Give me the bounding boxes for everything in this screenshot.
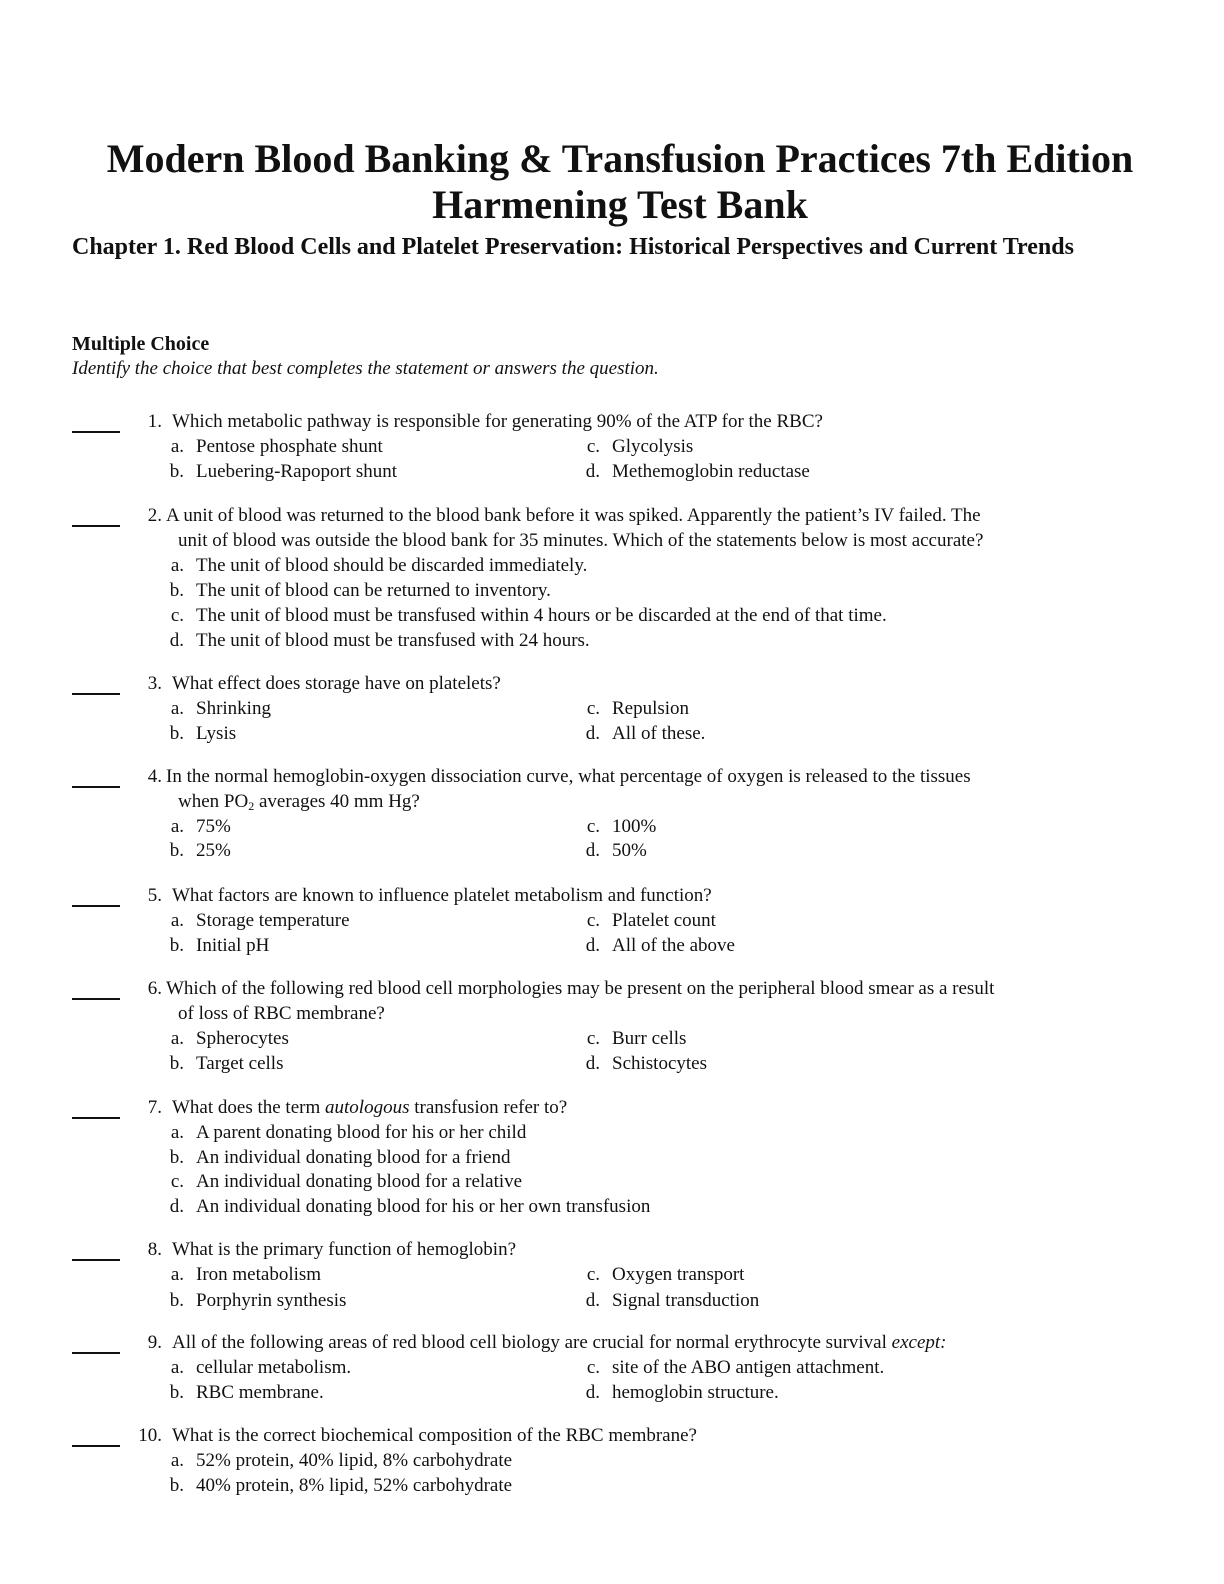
option-a: a. Iron metabolism — [170, 1264, 322, 1285]
option-d: d. All of these. — [585, 723, 706, 744]
question-text: What is the correct biochemical composition of the RBC membrane? — [172, 1425, 697, 1446]
option-b: b. Lysis — [169, 723, 237, 744]
option-d: d. Schistocytes — [585, 1053, 707, 1074]
section-heading: Multiple Choice — [72, 333, 210, 355]
option-b: b. 40% protein, 8% lipid, 52% carbohydrate — [169, 1475, 513, 1496]
option-c: c. Burr cells — [586, 1028, 687, 1049]
option-c: c. An individual donating blood for a relative — [170, 1171, 523, 1192]
question-text: What effect does storage have on platelets? — [172, 673, 501, 694]
question-number: 2. — [147, 505, 162, 526]
option-a: a. Spherocytes — [170, 1028, 289, 1049]
question-number: 10. — [138, 1425, 162, 1446]
option-b: b. Luebering-Rapoport shunt — [169, 461, 398, 482]
option-d: d. All of the above — [585, 935, 735, 956]
option-a: a. A parent donating blood for his or her child — [170, 1122, 527, 1143]
option-d: d. Methemoglobin reductase — [585, 461, 810, 482]
option-c: c. Oxygen transport — [586, 1264, 745, 1285]
option-b: b. RBC membrane. — [169, 1382, 324, 1403]
question-text-line-1: Which of the following red blood cell morphologies may be present on the peripheral blood smear as a result — [166, 978, 995, 999]
option-d: d. hemoglobin structure. — [585, 1382, 779, 1403]
answer-blank — [72, 431, 120, 433]
option-a: a. Shrinking — [170, 698, 271, 719]
answer-blank — [72, 1352, 120, 1354]
option-d: d. An individual donating blood for his or her own transfusion — [169, 1196, 651, 1217]
option-a: a. Pentose phosphate shunt — [170, 436, 383, 457]
answer-blank — [72, 1117, 120, 1119]
option-c: c. The unit of blood must be transfused within 4 hours or be discarded at the end of that time. — [170, 605, 887, 626]
question-text: What does the term autologous transfusion refer to? — [172, 1097, 568, 1118]
option-b: b. Initial pH — [169, 935, 270, 956]
option-d: d. Signal transduction — [585, 1290, 760, 1311]
answer-blank — [72, 1259, 120, 1261]
option-b: b. Target cells — [169, 1053, 284, 1074]
answer-blank — [72, 786, 120, 788]
answer-blank — [72, 693, 120, 695]
question-text-line-1: A unit of blood was returned to the blood bank before it was spiked. Apparently the patient’s IV failed. The — [166, 505, 981, 526]
instructions: Identify the choice that best completes the statement or answers the question. — [72, 358, 659, 379]
question-text-line-1: In the normal hemoglobin-oxygen dissociation curve, what percentage of oxygen is released to the tissues — [166, 766, 971, 787]
option-c: c. Repulsion — [586, 698, 690, 719]
document-title — [60, 136, 1180, 228]
option-d: d. 50% — [585, 840, 647, 861]
option-b: b. 25% — [169, 840, 231, 861]
option-c: c. Glycolysis — [586, 436, 694, 457]
option-d: d. The unit of blood must be transfused with 24 hours. — [169, 630, 590, 651]
option-c: c. site of the ABO antigen attachment. — [586, 1357, 885, 1378]
question-text: Which metabolic pathway is responsible for generating 90% of the ATP for the RBC? — [172, 411, 823, 432]
question-text-line-2: when $PO_2$ averages 40 mm Hg? — [178, 791, 420, 813]
question-number: 5. — [147, 885, 162, 906]
answer-blank — [72, 525, 120, 527]
question-text: What is the primary function of hemoglobin? — [172, 1239, 517, 1260]
question-text-line-2: unit of blood was outside the blood bank for 35 minutes. Which of the statements below is most accurate? — [178, 530, 984, 551]
option-b: b. Porphyrin synthesis — [169, 1290, 347, 1311]
question-number: 7. — [147, 1097, 162, 1118]
question-number: 9. — [147, 1332, 162, 1353]
question-number: 8. — [147, 1239, 162, 1260]
option-c: c. Platelet count — [586, 910, 716, 931]
option-a: a. The unit of blood should be discarded immediately. — [170, 555, 588, 576]
option-b: b. The unit of blood can be returned to inventory. — [169, 580, 551, 601]
question-text-line-2: of loss of RBC membrane? — [178, 1003, 385, 1024]
option-a: a. cellular metabolism. — [170, 1357, 352, 1378]
answer-blank — [72, 1445, 120, 1447]
option-c: c. 100% — [586, 816, 657, 837]
answer-blank — [72, 905, 120, 907]
option-a: a. 52% protein, 40% lipid, 8% carbohydrate — [170, 1450, 513, 1471]
option-b: b. An individual donating blood for a friend — [169, 1147, 511, 1168]
chapter-heading: Chapter 1. Red Blood Cells and Platelet Preservation: Historical Perspectives and Current Trends — [72, 234, 1074, 260]
title-line-1: Modern Blood Banking & Transfusion Practices 7th Edition — [106, 136, 1134, 181]
question-number: 1. — [147, 411, 162, 432]
answer-blank — [72, 998, 120, 1000]
title-line-2: Harmening Test Bank — [432, 182, 808, 227]
question-text: What factors are known to influence platelet metabolism and function? — [172, 885, 712, 906]
question-text: All of the following areas of red blood cell biology are crucial for normal erythrocyte survival except: — [172, 1332, 947, 1353]
question-number: 4. — [147, 766, 162, 787]
option-a: a. Storage temperature — [170, 910, 350, 931]
option-a: a. 75% — [170, 816, 231, 837]
question-number: 3. — [147, 673, 162, 694]
question-number: 6. — [147, 978, 162, 999]
